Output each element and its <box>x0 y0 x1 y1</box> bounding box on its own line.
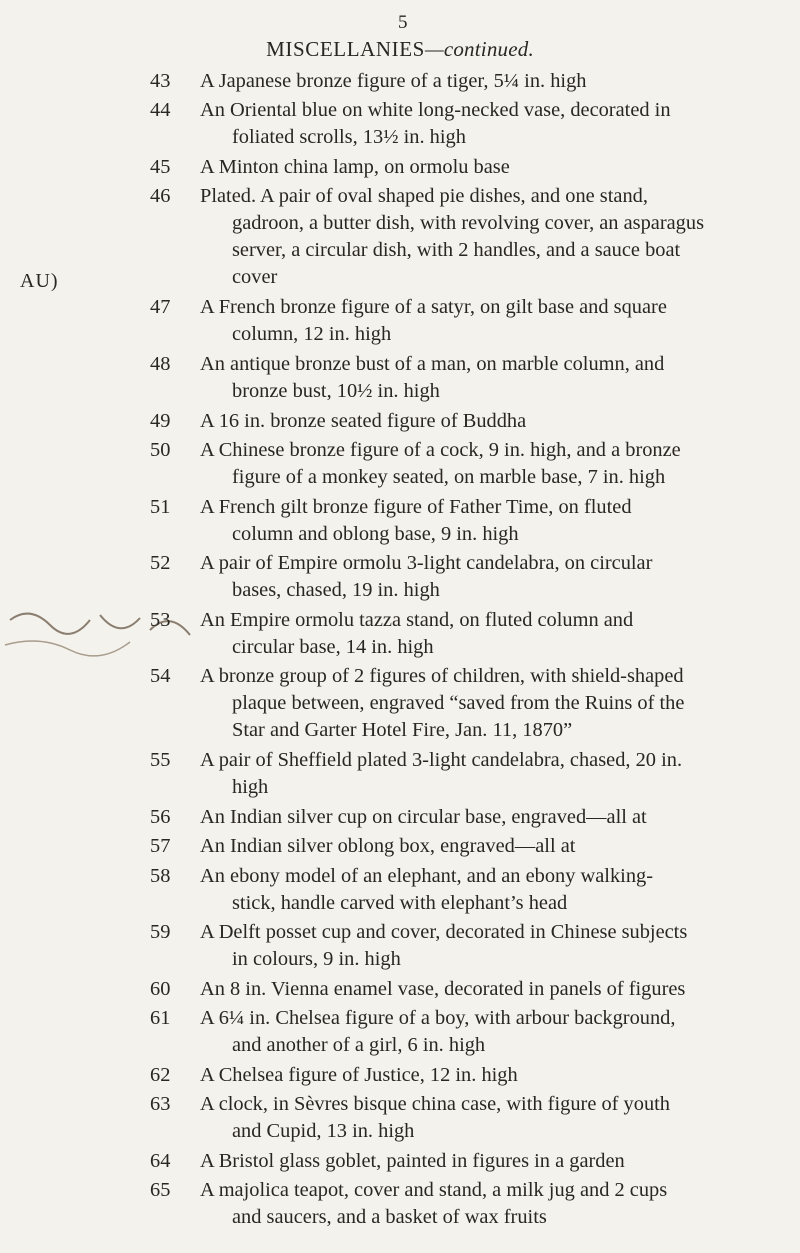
lot-description-line: column, 12 in. high <box>232 323 392 346</box>
lot-description <box>200 1062 785 1089</box>
heading-main: MISCELLANIES <box>266 37 425 61</box>
lot-number: 45 <box>150 156 171 178</box>
lot-number: 43 <box>150 70 171 92</box>
lot-number: 65 <box>150 1179 171 1202</box>
lot-description <box>200 550 785 604</box>
lot-number: 63 <box>150 1093 171 1116</box>
lot-description-line: server, a circular dish, with 2 handles, and a sauce boat <box>232 239 681 262</box>
lot-number: 51 <box>150 495 171 518</box>
lot-description <box>200 804 785 831</box>
lot-description-line: stick, handle carved with elephant’s head <box>232 891 568 914</box>
lot-description <box>200 976 785 1003</box>
lot-description <box>200 833 785 860</box>
lot-description-line: A pair of Sheffield plated 3-light candelabra, chased, 20 in. <box>200 749 683 772</box>
lot-description <box>200 154 785 181</box>
lot-number: 60 <box>150 977 171 1000</box>
lot-number: 49 <box>150 409 171 432</box>
lot-description-line: A French gilt bronze figure of Father Time, on fluted <box>200 495 632 518</box>
lot-description-line: foliated scrolls, 13½ in. high <box>232 126 466 149</box>
lot-description <box>200 607 785 661</box>
lot-number: 47 <box>150 296 171 319</box>
margin-handwriting: AU) <box>20 270 59 292</box>
lot-description-line: A bronze group of 2 figures of children, with shield-shaped <box>200 665 684 688</box>
lot-description <box>200 294 785 348</box>
lot-number: 50 <box>150 439 171 461</box>
lot-number: 48 <box>150 353 171 375</box>
lot-number: 44 <box>150 99 171 122</box>
lot-number: 62 <box>150 1063 171 1086</box>
lot-description <box>200 68 785 95</box>
lot-description <box>200 1091 785 1145</box>
lot-number: 55 <box>150 749 171 772</box>
lot-number: 54 <box>150 665 171 688</box>
lot-description-line: Star and Garter Hotel Fire, Jan. 11, 1870” <box>232 719 573 742</box>
lot-description-line: in colours, 9 in. high <box>232 948 401 971</box>
lot-description-line: An antique bronze bust of a man, on marble column, and <box>200 353 665 375</box>
lot-description-line: Plated. A pair of oval shaped pie dishes, and one stand, <box>200 185 648 208</box>
lot-description <box>200 1148 785 1175</box>
lot-description <box>200 1005 785 1059</box>
lot-description-line: bases, chased, 19 in. high <box>232 579 440 602</box>
page-number: 5 <box>398 12 408 33</box>
lot-description <box>200 408 785 435</box>
lot-description-line: gadroon, a butter dish, with revolving cover, an asparagus <box>232 212 705 235</box>
lot-number: 53 <box>150 608 171 631</box>
lot-description-line: bronze bust, 10½ in. high <box>232 380 440 402</box>
lot-description-line: A Japanese bronze figure of a tiger, 5¼ in. high <box>200 70 587 92</box>
lot-description-line: plaque between, engraved “saved from the Ruins of the <box>232 692 685 715</box>
lot-description-line: A Minton china lamp, on ormolu base <box>200 156 510 178</box>
lot-description <box>200 1177 785 1231</box>
lot-description <box>200 747 785 801</box>
lot-description-line: and saucers, and a basket of wax fruits <box>232 1206 547 1229</box>
lot-description-line: A 16 in. bronze seated figure of Buddha <box>200 409 527 432</box>
lot-description-line: An ebony model of an elephant, and an ebony walking- <box>200 864 653 887</box>
lot-description <box>200 351 785 405</box>
lot-description-line: cover <box>232 266 278 289</box>
lot-description-line: A clock, in Sèvres bisque china case, with figure of youth <box>200 1093 670 1116</box>
lot-description-line: A Bristol glass goblet, painted in figures in a garden <box>200 1149 625 1172</box>
lot-number: 52 <box>150 552 171 575</box>
lot-description <box>200 663 785 744</box>
lot-number: 61 <box>150 1007 171 1030</box>
lot-description-line: A majolica teapot, cover and stand, a milk jug and 2 cups <box>200 1179 668 1202</box>
lot-description-line: An Empire ormolu tazza stand, on fluted column and <box>200 608 634 631</box>
lot-number: 58 <box>150 864 171 887</box>
heading-continued: —continued. <box>424 37 534 61</box>
section-heading <box>0 37 800 62</box>
lot-description <box>200 97 785 151</box>
lot-number: 64 <box>150 1149 171 1172</box>
lot-description <box>200 863 785 917</box>
lot-number: 56 <box>150 805 171 828</box>
lot-description <box>200 919 785 973</box>
lot-number: 46 <box>150 185 171 208</box>
lot-description-line: and another of a girl, 6 in. high <box>232 1034 486 1057</box>
lot-description-line: A Chelsea figure of Justice, 12 in. high <box>200 1063 518 1086</box>
lot-description-line: An Indian silver oblong box, engraved—all at <box>200 835 576 858</box>
lot-description-line: An 8 in. Vienna enamel vase, decorated in panels of figures <box>200 977 686 1000</box>
lot-description-line: A 6¼ in. Chelsea figure of a boy, with arbour background, <box>200 1007 676 1030</box>
lot-description <box>200 437 785 491</box>
lot-description <box>200 183 785 291</box>
lot-number: 59 <box>150 921 171 944</box>
lot-description-line: column and oblong base, 9 in. high <box>232 522 519 545</box>
lot-number: 57 <box>150 835 171 858</box>
lot-description-line: figure of a monkey seated, on marble base, 7 in. high <box>232 466 666 488</box>
lot-description-line: and Cupid, 13 in. high <box>232 1120 415 1143</box>
lot-description-line: A Chinese bronze figure of a cock, 9 in. high, and a bronze <box>200 439 681 461</box>
lot-description-line: high <box>232 776 269 799</box>
lot-description-line: A pair of Empire ormolu 3-light candelabra, on circular <box>200 552 653 575</box>
lot-description-line: circular base, 14 in. high <box>232 635 434 658</box>
lot-description <box>200 494 785 548</box>
lot-description-line: An Indian silver cup on circular base, engraved—all at <box>200 805 647 828</box>
lot-description-line: A French bronze figure of a satyr, on gilt base and square <box>200 296 667 319</box>
lot-description-line: An Oriental blue on white long-necked vase, decorated in <box>200 99 671 122</box>
lot-description-line: A Delft posset cup and cover, decorated in Chinese subjects <box>200 921 688 944</box>
